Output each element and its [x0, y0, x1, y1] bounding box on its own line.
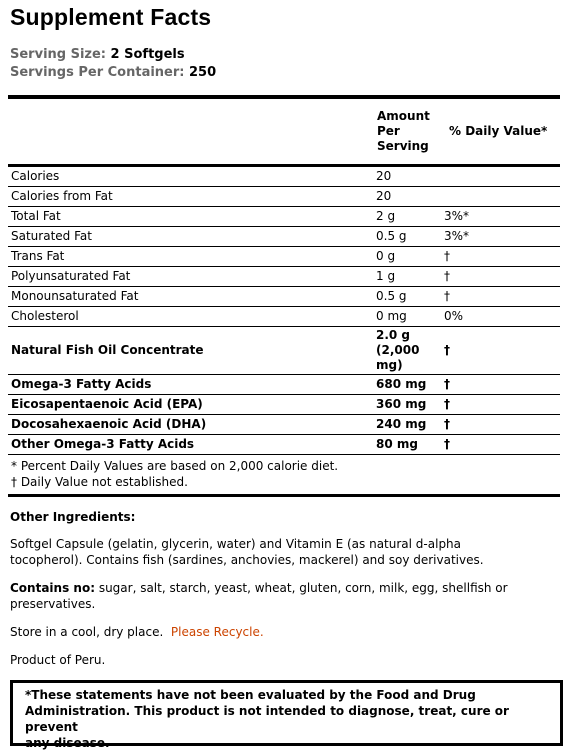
table-row — [8, 375, 560, 395]
product-origin: Product of Peru. — [10, 653, 106, 667]
nutrient-dv: † — [441, 375, 560, 395]
nutrient-amount: 680 mg — [373, 375, 441, 395]
nutrient-name: Natural Fish Oil Concentrate — [8, 327, 373, 375]
fda-disclaimer-box — [10, 680, 563, 750]
nutrient-amount: 1 g — [373, 267, 441, 287]
serving-size-label: Serving Size: — [10, 47, 107, 62]
nutrient-dv — [441, 166, 560, 187]
storage-instruction: Store in a cool, dry place. — [10, 625, 164, 639]
ingredients-line-2: tocopherol). Contains fish (sardines, anchovies, mackerel) and soy derivatives. — [10, 553, 484, 567]
nutrient-amount: 0.5 g — [373, 227, 441, 247]
nutrient-amount: 80 mg — [373, 435, 441, 455]
table-row — [8, 166, 560, 187]
nutrient-name: Saturated Fat — [8, 227, 373, 247]
nutrient-dv: † — [441, 327, 560, 375]
nutrient-dv: † — [441, 267, 560, 287]
other-ingredients-heading: Other Ingredients: — [10, 510, 136, 524]
nutrient-dv: † — [441, 395, 560, 415]
table-footnotes — [8, 455, 560, 497]
header-amount-line-2: Per — [377, 124, 400, 138]
nutrient-dv — [441, 187, 560, 207]
table-header — [8, 99, 560, 166]
nutrient-name: Total Fat — [8, 207, 373, 227]
nutrient-amount: 0.5 g — [373, 287, 441, 307]
nutrient-amount-line-1: 2.0 g — [376, 328, 411, 342]
nutrient-name: Other Omega-3 Fatty Acids — [8, 435, 373, 455]
nutrient-amount: 0 mg — [373, 307, 441, 327]
nutrient-name: Trans Fat — [8, 247, 373, 267]
nutrient-dv: † — [441, 435, 560, 455]
contains-no-line-2: preservatives. — [10, 597, 96, 611]
nutrient-dv: † — [441, 247, 560, 267]
header-blank — [8, 99, 373, 166]
nutrient-name: Calories — [8, 166, 373, 187]
disclaimer-line-3: any disease. — [25, 736, 110, 750]
nutrient-amount: 20 — [373, 187, 441, 207]
table-row — [8, 395, 560, 415]
table-row — [8, 327, 560, 375]
nutrient-dv: † — [441, 415, 560, 435]
table-row — [8, 207, 560, 227]
disclaimer-line-1: *These statements have not been evaluated by the Food and Drug — [25, 688, 476, 702]
table-row — [8, 435, 560, 455]
supplement-facts-table — [8, 95, 560, 497]
table-row — [8, 267, 560, 287]
servings-per-container — [10, 65, 216, 80]
table-row — [8, 187, 560, 207]
nutrient-name: Eicosapentaenoic Acid (EPA) — [8, 395, 373, 415]
panel-title: Supplement Facts — [10, 4, 212, 30]
nutrient-dv: 3%* — [441, 227, 560, 247]
table-row — [8, 247, 560, 267]
nutrient-amount — [373, 327, 441, 375]
serving-size-value: 2 Softgels — [110, 47, 185, 62]
nutrient-amount: 2 g — [373, 207, 441, 227]
header-amount — [373, 99, 441, 166]
nutrient-amount-line-2: (2,000 — [376, 343, 420, 357]
contains-no-line-1: sugar, salt, starch, yeast, wheat, gluten, corn, milk, egg, shellfish or — [95, 581, 508, 595]
footnote-dagger: † Daily Value not established. — [11, 475, 188, 489]
table-row — [8, 287, 560, 307]
disclaimer-line-2: Administration. This product is not intended to diagnose, treat, cure or prevent — [25, 704, 509, 734]
ingredients-line-1: Softgel Capsule (gelatin, glycerin, water) and Vitamin E (as natural d-alpha — [10, 537, 462, 551]
table-row — [8, 227, 560, 247]
nutrient-amount: 240 mg — [373, 415, 441, 435]
table-row — [8, 307, 560, 327]
header-amount-line-1: Amount — [377, 109, 430, 123]
nutrient-amount: 20 — [373, 166, 441, 187]
nutrient-amount: 0 g — [373, 247, 441, 267]
ingredients-text — [10, 536, 550, 568]
nutrient-dv: 0% — [441, 307, 560, 327]
storage-text — [10, 624, 550, 640]
nutrient-name: Docosahexaenoic Acid (DHA) — [8, 415, 373, 435]
header-amount-line-3: Serving — [377, 139, 429, 153]
servings-per-container-label: Servings Per Container: — [10, 65, 185, 80]
nutrient-amount-line-3: mg) — [376, 358, 403, 372]
table-row — [8, 415, 560, 435]
footnote-percent-daily-value: * Percent Daily Values are based on 2,000 calorie diet. — [11, 459, 339, 473]
recycle-note: Please Recycle. — [170, 625, 264, 639]
serving-size — [10, 47, 185, 62]
nutrient-dv: † — [441, 287, 560, 307]
nutrient-name: Omega-3 Fatty Acids — [8, 375, 373, 395]
servings-per-container-value: 250 — [189, 65, 217, 80]
contains-no-label: Contains no: — [10, 581, 95, 595]
nutrient-name: Cholesterol — [8, 307, 373, 327]
contains-no-text — [10, 580, 550, 612]
nutrient-name: Polyunsaturated Fat — [8, 267, 373, 287]
nutrient-name: Monounsaturated Fat — [8, 287, 373, 307]
nutrient-dv: 3%* — [441, 207, 560, 227]
header-daily-value: % Daily Value* — [449, 124, 548, 138]
nutrient-name: Calories from Fat — [8, 187, 373, 207]
nutrient-amount: 360 mg — [373, 395, 441, 415]
